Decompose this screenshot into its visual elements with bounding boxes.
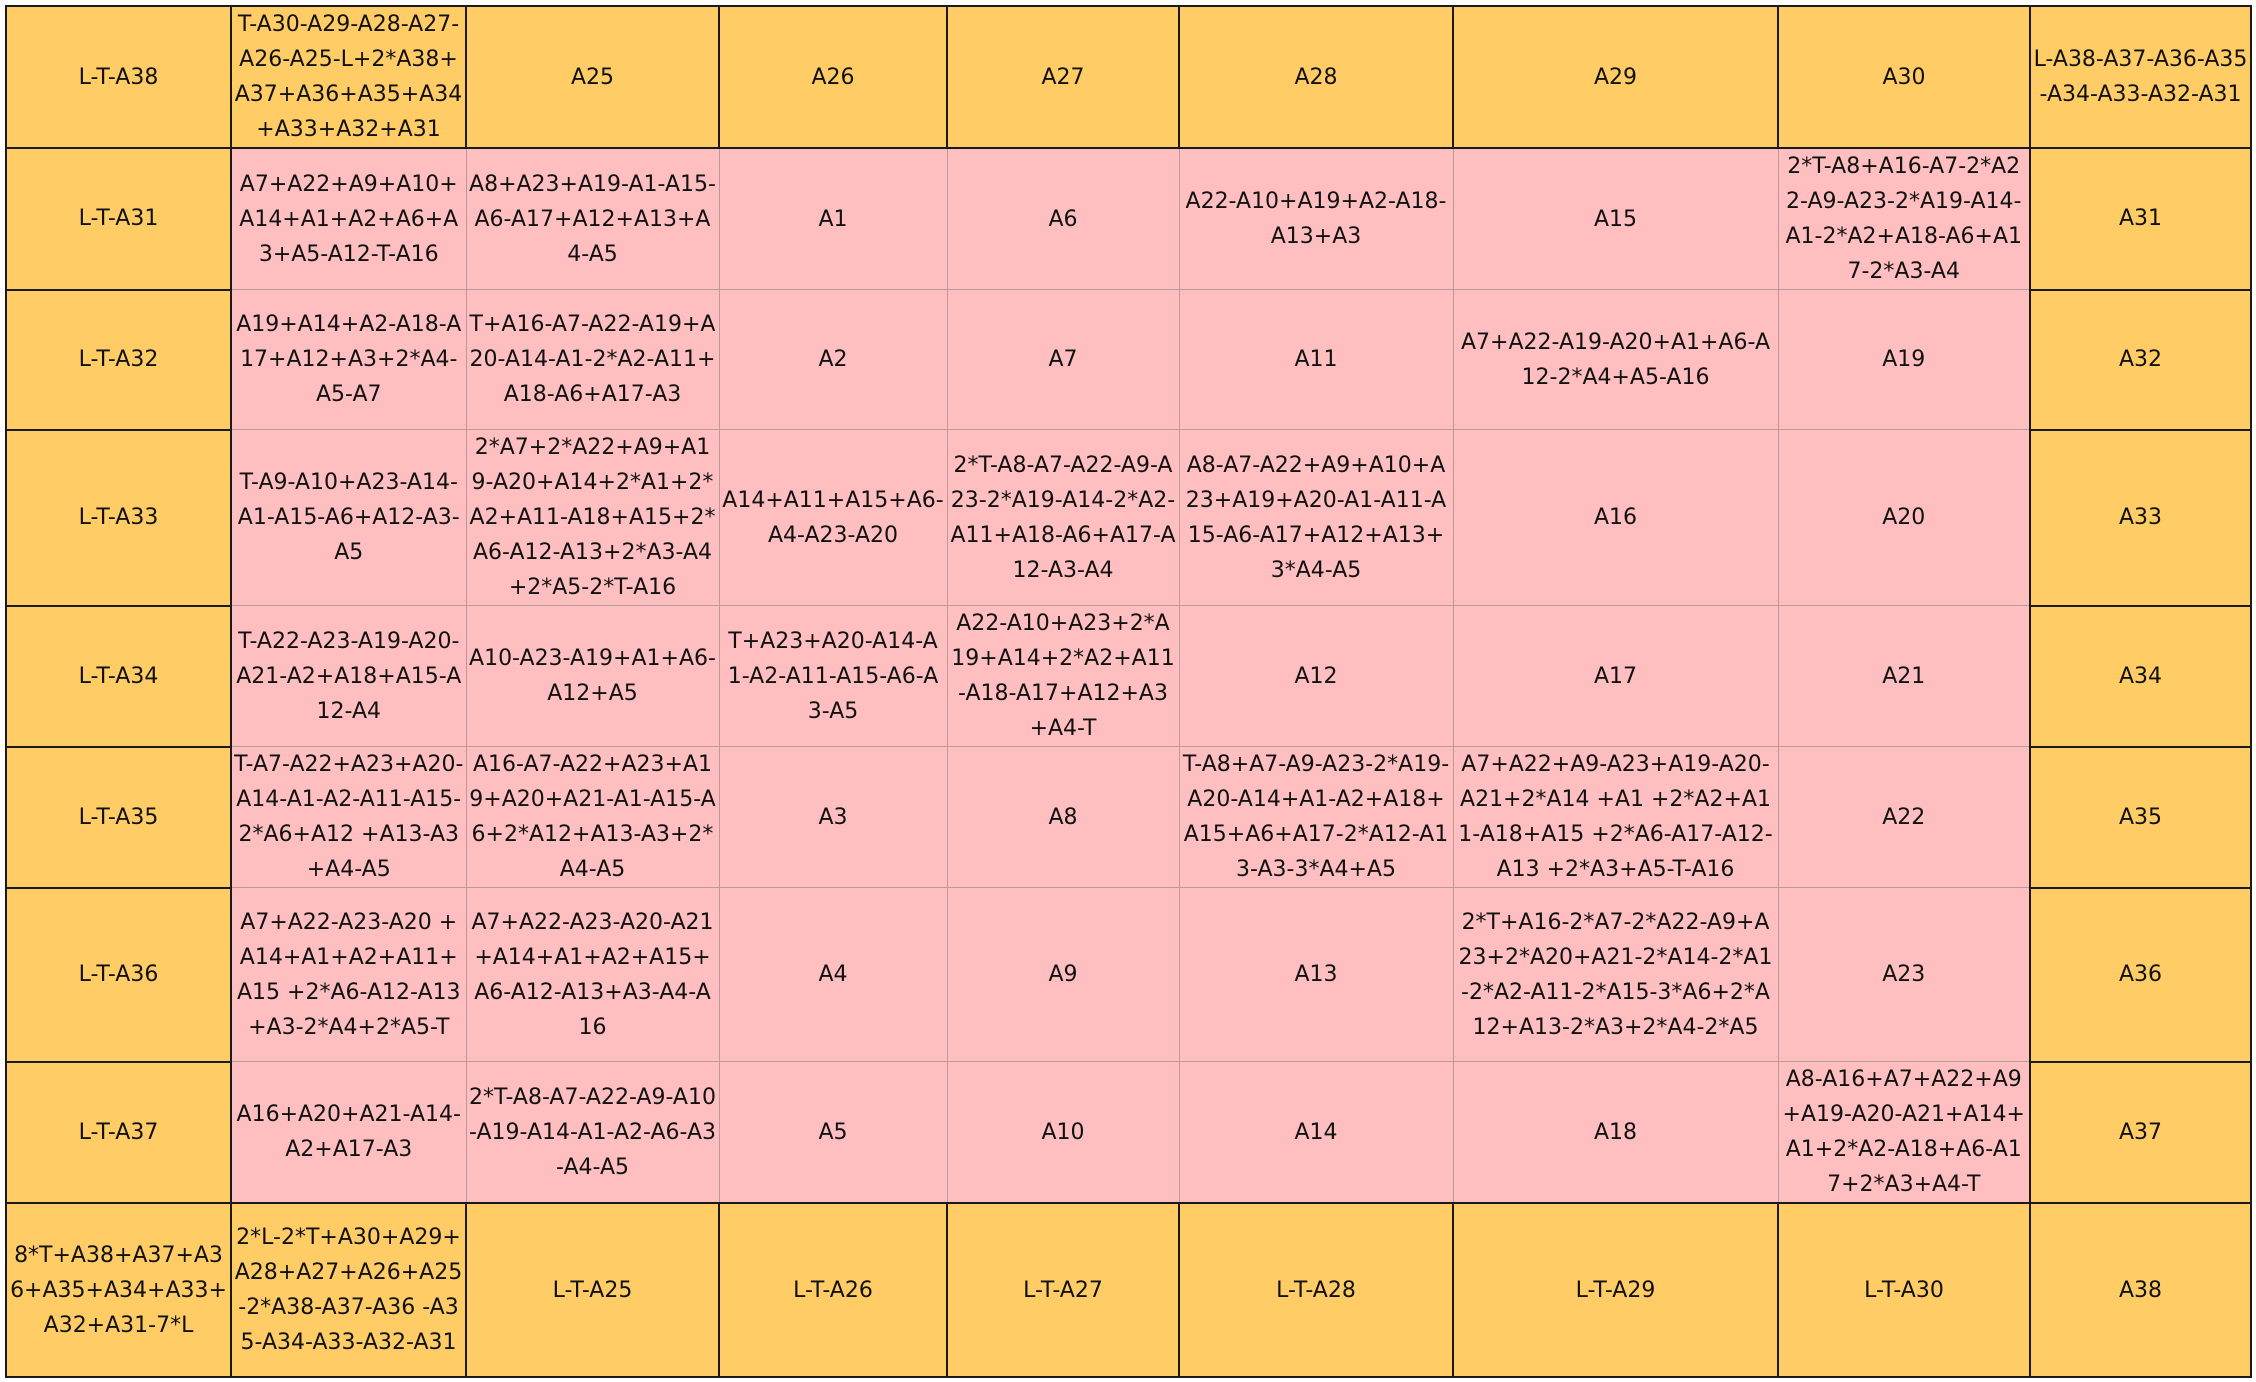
border-cell: L-T-A26 <box>719 1203 947 1377</box>
inner-cell: 2*A7+2*A22+A9+A19-A20+A14+2*A1+2*A2+A11-A18+A15+2*A6-A12-A13+2*A3-A4+2*A5-2*T-A16 <box>466 430 719 606</box>
inner-cell: A10-A23-A19+A1+A6-A12+A5 <box>466 606 719 747</box>
inner-cell: A7+A22+A9-A23+A19-A20-A21+2*A14 +A1 +2*A2+A11-A18+A15 +2*A6-A17-A12-A13 +2*A3+A5-T-A16 <box>1453 747 1778 888</box>
inner-cell: 2*T-A8-A7-A22-A9-A10-A19-A14-A1-A2-A6-A3-A4-A5 <box>466 1062 719 1204</box>
grid-row <box>6 148 2251 290</box>
inner-cell: A16+A20+A21-A14-A2+A17-A3 <box>231 1062 466 1204</box>
inner-cell: A7+A22-A23-A20 +A14+A1+A2+A11+A15 +2*A6-A12-A13 +A3-2*A4+2*A5-T <box>231 888 466 1062</box>
inner-cell: A14 <box>1179 1062 1453 1204</box>
border-cell: L-T-A25 <box>466 1203 719 1377</box>
inner-cell: A13 <box>1179 888 1453 1062</box>
border-cell: L-T-A30 <box>1778 1203 2030 1377</box>
inner-cell: A7+A22-A19-A20+A1+A6-A12-2*A4+A5-A16 <box>1453 290 1778 430</box>
border-cell: A29 <box>1453 6 1778 148</box>
inner-cell: A8+A23+A19-A1-A15-A6-A17+A12+A13+A4-A5 <box>466 148 719 290</box>
border-cell: A26 <box>719 6 947 148</box>
border-cell: L-T-A33 <box>6 430 231 606</box>
inner-cell: A10 <box>947 1062 1179 1204</box>
border-cell: L-T-A32 <box>6 290 231 430</box>
inner-cell: A20 <box>1778 430 2030 606</box>
border-cell: A37 <box>2030 1062 2251 1204</box>
border-cell: 8*T+A38+A37+A36+A35+A34+A33+A32+A31-7*L <box>6 1203 231 1377</box>
inner-cell: A18 <box>1453 1062 1778 1204</box>
border-cell: L-T-A27 <box>947 1203 1179 1377</box>
border-cell: A36 <box>2030 888 2251 1062</box>
border-cell: L-T-A35 <box>6 747 231 888</box>
border-cell: A28 <box>1179 6 1453 148</box>
inner-cell: A9 <box>947 888 1179 1062</box>
inner-cell: A22-A10+A23+2*A19+A14+2*A2+A11-A18-A17+A12+A3+A4-T <box>947 606 1179 747</box>
grid-row <box>6 747 2251 888</box>
border-cell: L-T-A36 <box>6 888 231 1062</box>
inner-cell: A6 <box>947 148 1179 290</box>
border-cell: A25 <box>466 6 719 148</box>
border-cell: L-T-A37 <box>6 1062 231 1204</box>
inner-cell: T+A23+A20-A14-A1-A2-A11-A15-A6-A3-A5 <box>719 606 947 747</box>
border-cell: 2*L-2*T+A30+A29+A28+A27+A26+A25-2*A38-A37-A36 -A35-A34-A33-A32-A31 <box>231 1203 466 1377</box>
inner-cell: A22-A10+A19+A2-A18-A13+A3 <box>1179 148 1453 290</box>
inner-cell: T-A8+A7-A9-A23-2*A19-A20-A14+A1-A2+A18+A15+A6+A17-2*A12-A13-A3-3*A4+A5 <box>1179 747 1453 888</box>
inner-cell: A4 <box>719 888 947 1062</box>
border-cell: L-T-A28 <box>1179 1203 1453 1377</box>
border-cell: L-T-A29 <box>1453 1203 1778 1377</box>
inner-cell: A12 <box>1179 606 1453 747</box>
border-cell: A27 <box>947 6 1179 148</box>
inner-cell: A16 <box>1453 430 1778 606</box>
inner-cell: A21 <box>1778 606 2030 747</box>
grid-row <box>6 606 2251 747</box>
inner-cell: A17 <box>1453 606 1778 747</box>
inner-cell: A8-A16+A7+A22+A9+A19-A20-A21+A14+A1+2*A2-A18+A6-A17+2*A3+A4-T <box>1778 1062 2030 1204</box>
border-cell: T-A30-A29-A28-A27-A26-A25-L+2*A38+A37+A36+A35+A34+A33+A32+A31 <box>231 6 466 148</box>
inner-cell: A7 <box>947 290 1179 430</box>
inner-cell: A7+A22+A9+A10+A14+A1+A2+A6+A3+A5-A12-T-A16 <box>231 148 466 290</box>
inner-cell: A1 <box>719 148 947 290</box>
inner-cell: A16-A7-A22+A23+A19+A20+A21-A1-A15-A6+2*A12+A13-A3+2*A4-A5 <box>466 747 719 888</box>
inner-cell: A3 <box>719 747 947 888</box>
border-cell: A38 <box>2030 1203 2251 1377</box>
inner-cell: A2 <box>719 290 947 430</box>
border-cell: A35 <box>2030 747 2251 888</box>
border-cell: A33 <box>2030 430 2251 606</box>
inner-cell: T-A7-A22+A23+A20-A14-A1-A2-A11-A15-2*A6+A12 +A13-A3+A4-A5 <box>231 747 466 888</box>
inner-cell: A14+A11+A15+A6-A4-A23-A20 <box>719 430 947 606</box>
inner-cell: 2*T-A8-A7-A22-A9-A23-2*A19-A14-2*A2-A11+A18-A6+A17-A12-A3-A4 <box>947 430 1179 606</box>
inner-cell: A22 <box>1778 747 2030 888</box>
grid-row <box>6 430 2251 606</box>
inner-cell: A5 <box>719 1062 947 1204</box>
inner-cell: T+A16-A7-A22-A19+A20-A14-A1-2*A2-A11+A18-A6+A17-A3 <box>466 290 719 430</box>
grid-row <box>6 1203 2251 1377</box>
grid-row <box>6 290 2251 430</box>
inner-cell: A19 <box>1778 290 2030 430</box>
inner-cell: 2*T+A16-2*A7-2*A22-A9+A23+2*A20+A21-2*A14-2*A1-2*A2-A11-2*A15-3*A6+2*A12+A13-2*A3+2*A4-2*A5 <box>1453 888 1778 1062</box>
inner-cell: A8-A7-A22+A9+A10+A23+A19+A20-A1-A11-A15-A6-A17+A12+A13+3*A4-A5 <box>1179 430 1453 606</box>
grid-row <box>6 1062 2251 1204</box>
inner-cell: A15 <box>1453 148 1778 290</box>
inner-cell: A7+A22-A23-A20-A21+A14+A1+A2+A15+A6-A12-A13+A3-A4-A16 <box>466 888 719 1062</box>
border-cell: A34 <box>2030 606 2251 747</box>
grid-row <box>6 6 2251 148</box>
border-cell: L-T-A34 <box>6 606 231 747</box>
inner-cell: A23 <box>1778 888 2030 1062</box>
inner-cell: T-A9-A10+A23-A14-A1-A15-A6+A12-A3-A5 <box>231 430 466 606</box>
border-cell: A32 <box>2030 290 2251 430</box>
border-cell: L-T-A31 <box>6 148 231 290</box>
inner-cell: A8 <box>947 747 1179 888</box>
border-cell: L-T-A38 <box>6 6 231 148</box>
border-cell: A30 <box>1778 6 2030 148</box>
inner-cell: A11 <box>1179 290 1453 430</box>
grid-row <box>6 888 2251 1062</box>
border-cell: L-A38-A37-A36-A35-A34-A33-A32-A31 <box>2030 6 2251 148</box>
inner-cell: 2*T-A8+A16-A7-2*A22-A9-A23-2*A19-A14-A1-2*A2+A18-A6+A17-2*A3-A4 <box>1778 148 2030 290</box>
border-cell: A31 <box>2030 148 2251 290</box>
magic-square-grid <box>5 5 2252 1378</box>
inner-cell: A19+A14+A2-A18-A17+A12+A3+2*A4-A5-A7 <box>231 290 466 430</box>
inner-cell: T-A22-A23-A19-A20-A21-A2+A18+A15-A12-A4 <box>231 606 466 747</box>
